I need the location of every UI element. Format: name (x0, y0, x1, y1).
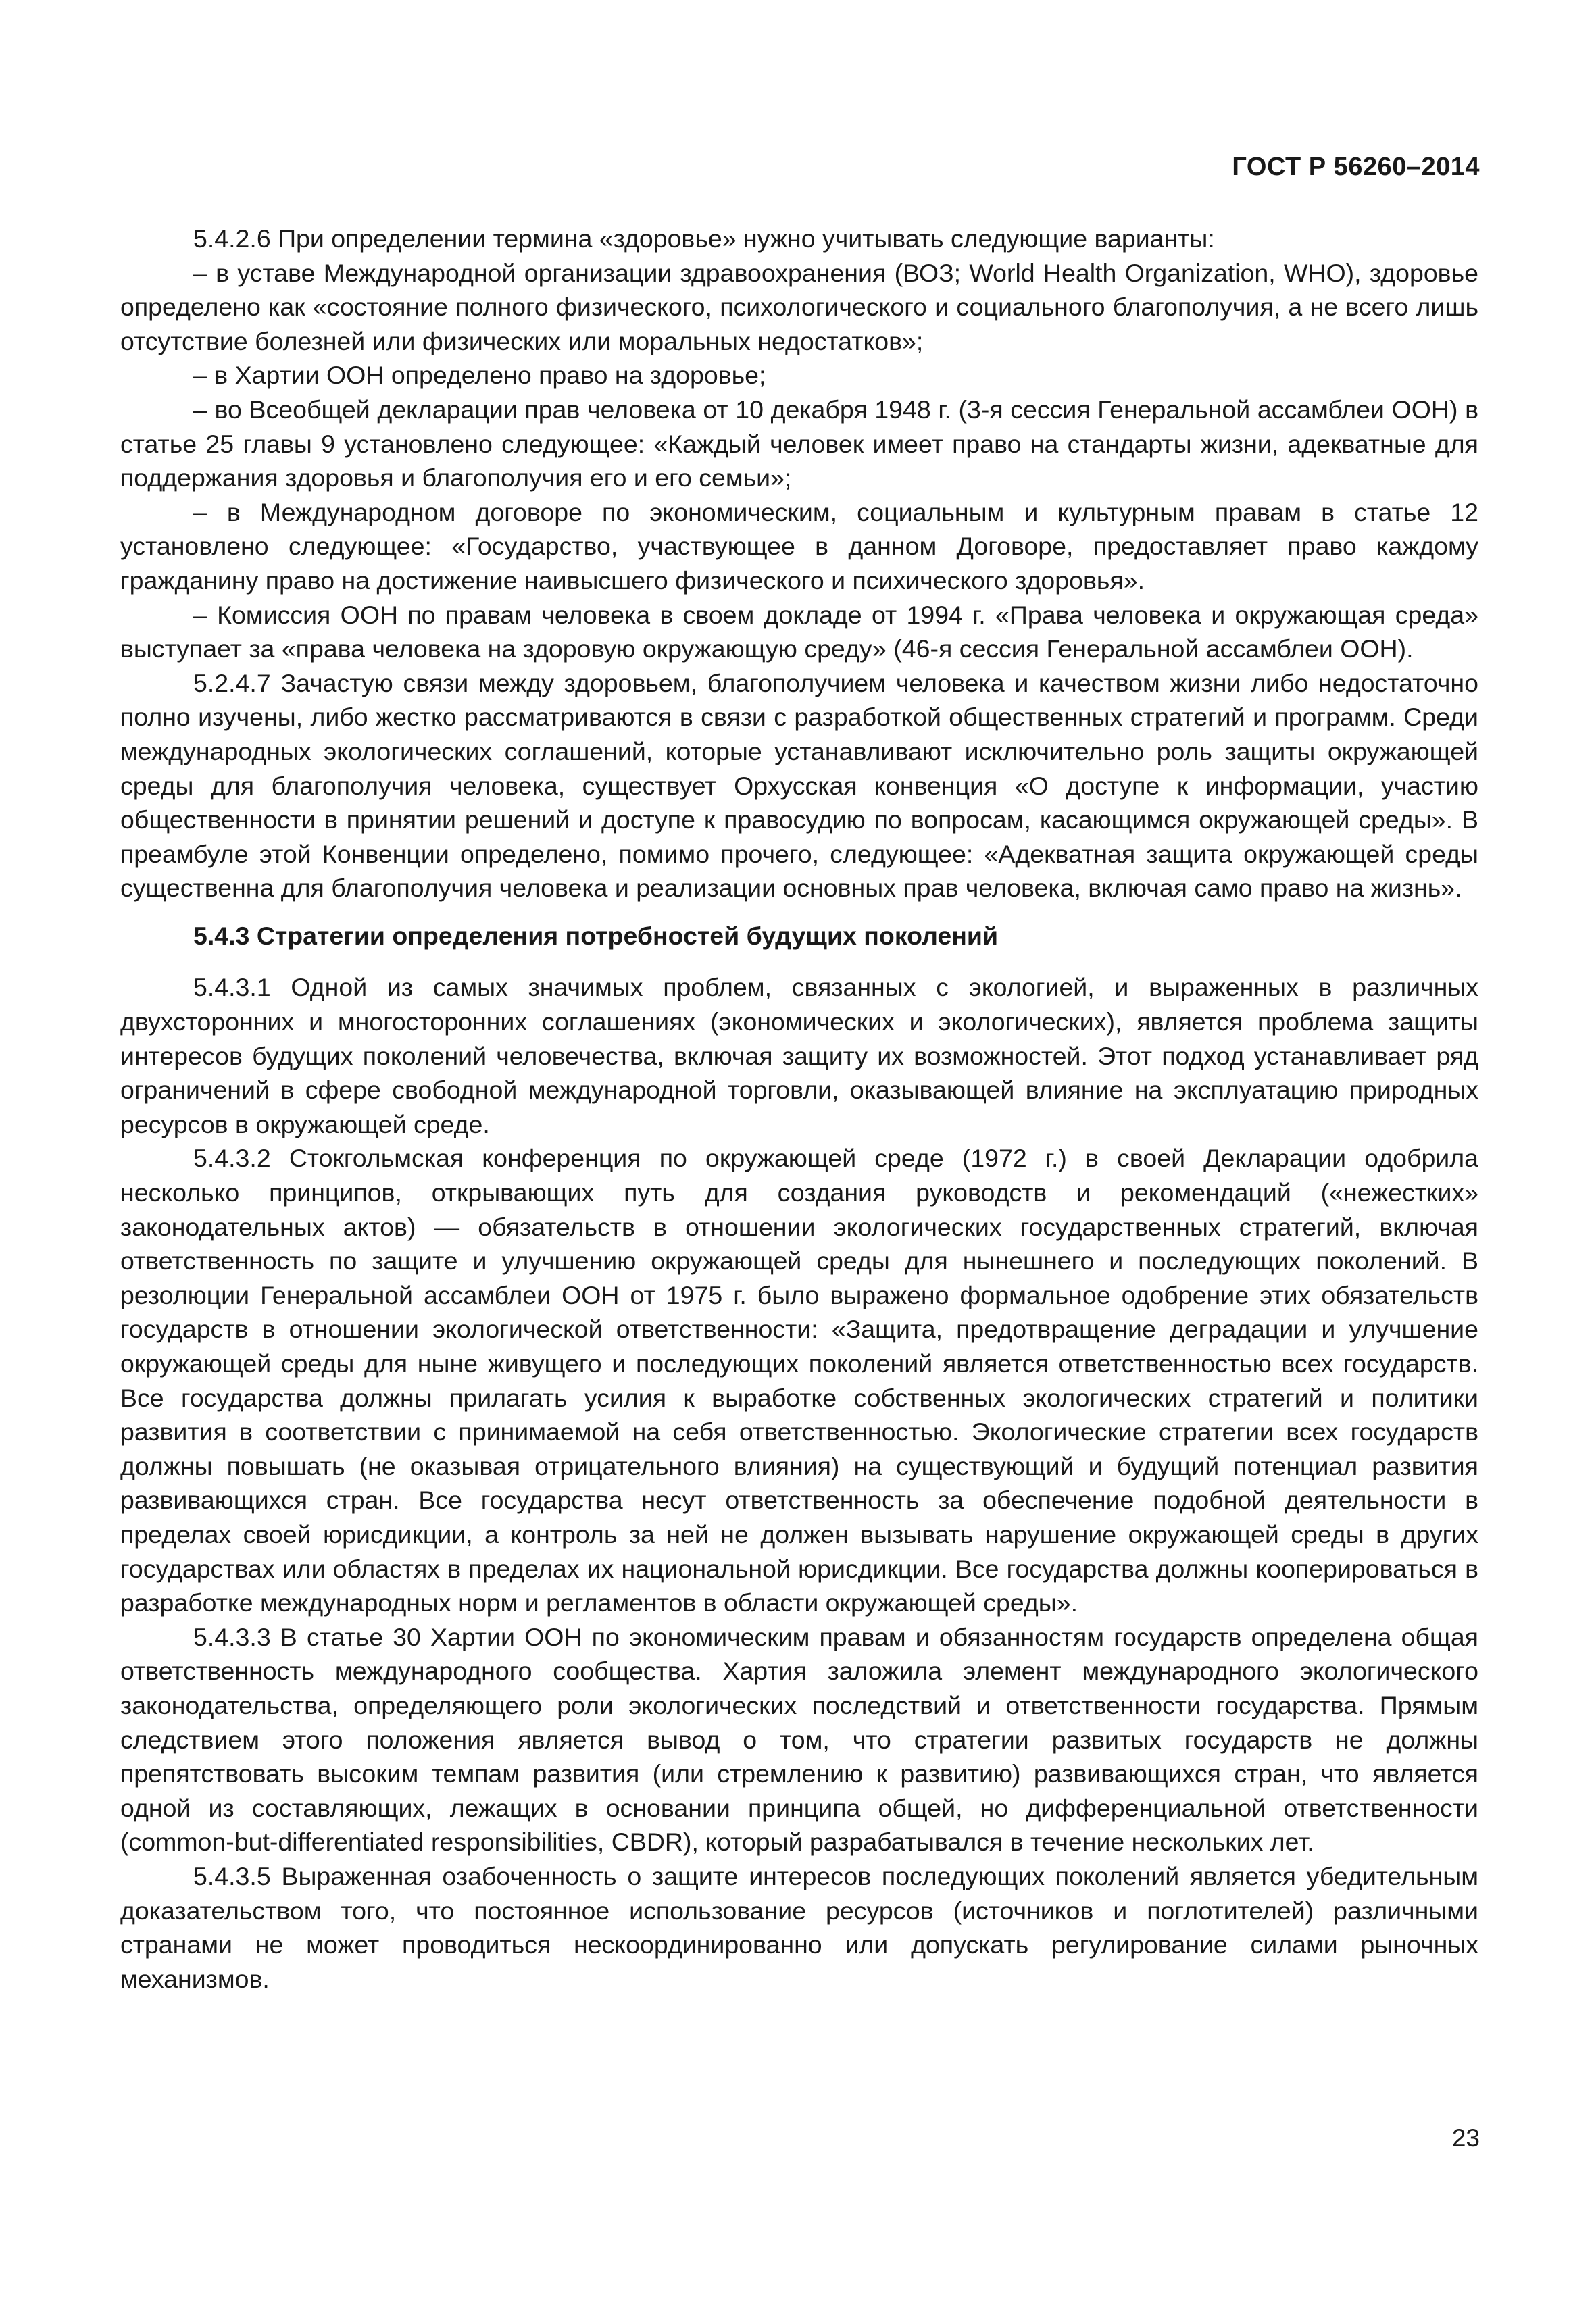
list-item-un-charter: – в Хартии ООН определено право на здоровье; (193, 361, 766, 390)
list-item-international-covenant: – в Международном договоре по экономическим, социальным и культурным правам в статье 12 установлено следующее: «Государство, участвующее в данном Договоре, предоставляет право каждому гражданину право на достижение наивысшего физического и психического здоровья». (120, 497, 1478, 595)
paragraph-5-4-3-1: 5.4.3.1 Одной из самых значимых проблем, связанных с экологией, и выраженных в различных двухсторонних и многосторонних соглашениях (экономических и экологических), является проблема защиты интересов будущих поколений человечества, включая защиту их возможностей. Этот подход устанавливает ряд ограничений в сфере свободной международной торговли, оказывающей влияние на эксплуатацию природных ресурсов в окружающей среде. (120, 973, 1478, 1138)
list-item-universal-declaration: – во Всеобщей декларации прав человека от 10 декабря 1948 г. (3-я сессия Генеральной ассамблеи ООН) в статье 25 главы 9 установлено следующее: «Каждый человек имеет право на стандарты жизни, адекватные для поддержания здоровья и благополучия его и его семьи»; (120, 395, 1478, 493)
document-standard-id: ГОСТ Р 56260–2014 (1232, 153, 1480, 181)
paragraph-5-4-3-3: 5.4.3.3 В статье 30 Хартии ООН по экономическим правам и обязанностям государств определена общая ответственность международного сообщества. Хартия заложила элемент международного экологического законодательства, определяющего роли экологических последствий и ответственности государства. Прямым следствием этого положения является вывод о том, что стратегии развитых государств не должны препятствовать высоким темпам развития (или стремлению к развитию) развивающихся стран, что является одной из составляющих, лежащих в основании принципа общей, но дифференциальной ответственности (common-but-differentiated responsibilities, CBDR), который разрабатывался в течение нескольких лет. (120, 1622, 1478, 1857)
paragraph-5-4-3-2: 5.4.3.2 Стокгольмская конференция по окружающей среде (1972 г.) в своей Декларации одобрила несколько принципов, открывающих путь для создания руководств и рекомендаций («нежесткиx» законодательных актов) — обязательств в отношении экологических государственных стратегий, включая ответственность по защите и улучшению окружающей среды для нынешнего и последующих поколений. В резолюции Генеральной ассамблеи ООН от 1975 г. было выражено формальное одобрение этих обязательств государств в отношении экологической ответственности: «Защита, предотвращение деградации и улучшение окружающей среды для ныне живущего и последующих поколений является ответственностью всех государств. Все государства должны прилагать усилия к выработке собственных экологических стратегий и политики развития в соответствии с принимаемой на себя ответственностью. Экологические стратегии всех государств должны повышать (не оказывая отрицательного влияния) на существующий и будущий потенциал развития развивающихся стран. Все государства несут ответственность за обеспечение подобной деятельности в пределах своей юрисдикции, а контроль за ней не должен вызывать нарушение окружающей среды в других государствах или областях в пределах их национальной юрисдикции. Все государства должны кооперироваться в разработке международных норм и регламентов в области окружающей среды». (120, 1144, 1478, 1617)
paragraph-5-4-2-6: 5.4.2.6 При определении термина «здоровье» нужно учитывать следующие варианты: (193, 224, 1215, 253)
list-item-un-commission: – Комиссия ООН по правам человека в своем докладе от 1994 г. «Права человека и окружающая среда» выступает за «права человека на здоровую окружающую среду» (46-я сессия Генеральной ассамблеи ООН). (120, 600, 1478, 663)
page-number: 23 (1451, 2124, 1480, 2152)
paragraph-5-2-4-7: 5.2.4.7 Зачастую связи между здоровьем, благополучием человека и качеством жизни либо недостаточно полно изучены, либо жестко рассматриваются в связи с разработкой общественных стратегий и программ. Среди международных экологических соглашений, которые устанавливают исключительно роль защиты окружающей среды для благополучия человека, существует Орхусская конвенция «О доступе к информации, участию общественности в принятии решений и доступе к правосудию по вопросам, касающимся окружающей среды». В преамбуле этой Конвенции определено, помимо прочего, следующее: «Адекватная защита окружающей среды существенна для благополучия человека и реализации основных прав человека, включая само право на жизнь». (120, 668, 1478, 903)
paragraph-5-4-3-5: 5.4.3.5 Выраженная озабоченность о защите интересов последующих поколений является убедительным доказательством того, что постоянное использование ресурсов (источников и поглотителей) различными странами не может проводиться нескоординированно или допускать регулирование силами рыночных механизмов. (120, 1861, 1478, 1993)
section-heading-5-4-3: 5.4.3 Стратегии определения потребностей будущих поколений (193, 921, 999, 950)
list-item-who-charter: – в уставе Международной организации здравоохранения (ВОЗ; World Health Organization, WHO), здоровье определено как «состояние полного физического, психологического и социального благополучия, а не всего лишь отсутствие болезней или физических или моральных недостатков»; (120, 258, 1478, 355)
document-body (120, 222, 1478, 1996)
